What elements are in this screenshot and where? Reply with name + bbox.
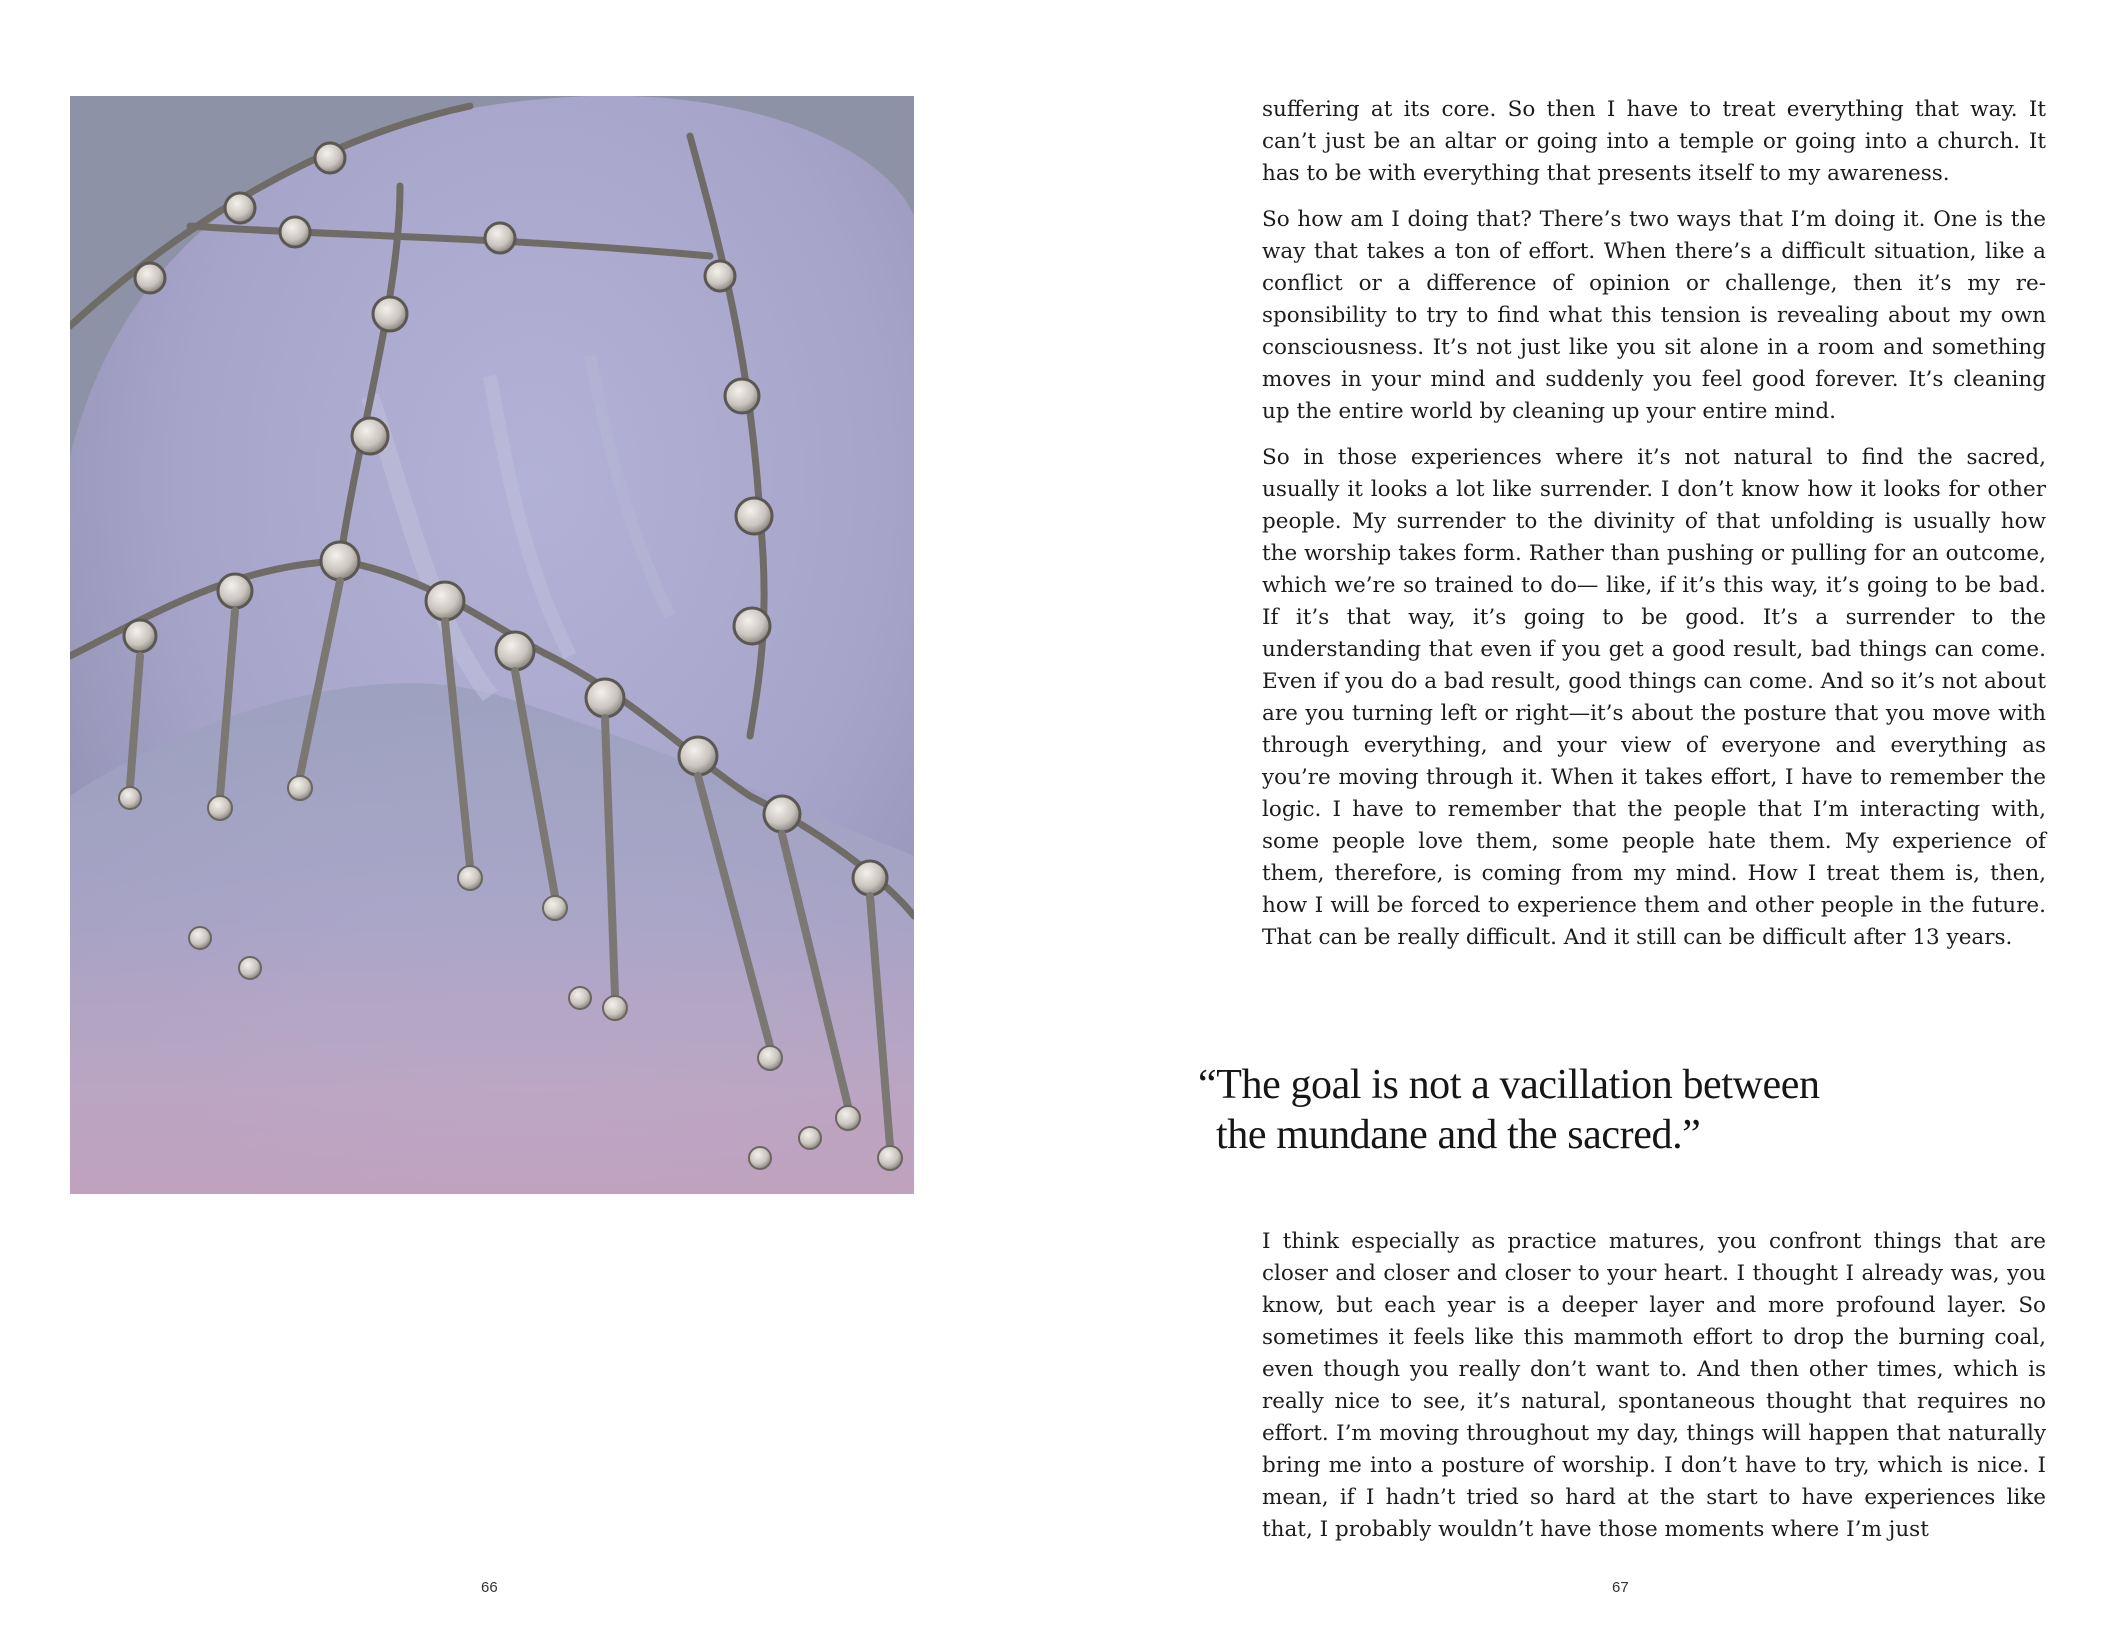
pull-quote	[1198, 1060, 1898, 1160]
paragraph: I think especially as practice matures, you confront things that are closer and closer and closer to your heart. I thought I already was, you know, but each year is a deeper layer and more profound layer. So sometimes it feels like this mammoth effort to drop the burning coal, even though you really don’t want to. And then other times, which is really nice to see, it’s natural, spontaneous thought that requires no effort. I’m moving throughout my day, things will happen that naturally bring me into a posture of worship. I don’t have to try, which is nice. I mean, if I hadn’t tried so hard at the start to have experiences like that, I probably wouldn’t have those moments where I’m just	[1262, 1229, 2046, 1542]
pull-quote-line-1: “The goal is not a vacillation between	[1198, 1062, 1820, 1108]
paragraph: So in those experiences where it’s not natural to find the sacred, usually it looks a lot like surrender. I don’t know how it looks for other people. My surrender to the divinity of that unfolding is usually how the worship takes form. Rather than pushing or pulling for an outcome, which we’re so trained to do— like, if it’s this way, it’s going to be bad. If it’s that way, it’s going to be good. It’s a surrender to the understanding that even if you get a good result, bad things can come. Even if you do a bad result, good things can come. And so it’s not about are you turning left or right—it’s about the posture that you move with through everything, and your view of everyone and everything as you’re moving through it. When it takes effort, I have to remember the logic. I have to remember that the people that I’m interacting with, some people love them, some people hate them. My experience of them, therefore, is coming from my mind. How I treat them is, then, how I will be forced to experience them and other people in the future. That can be really difficult. And it still can be difficult after 13 years.	[1262, 445, 2046, 950]
page-number-left: 66	[481, 1579, 498, 1596]
paragraph: suffering at its core. So then I have to treat everything that way. It can’t just be an altar or going into a temple or going into a church. It has to be with everything that presents itself to my awareness.	[1262, 97, 2046, 186]
page-number-right: 67	[1612, 1579, 1629, 1596]
body-text-top	[1262, 94, 2046, 968]
headpiece-illustration	[70, 96, 914, 1194]
body-text-bottom	[1262, 1226, 2046, 1560]
headpiece-photo	[70, 96, 914, 1194]
paragraph: So how am I doing that? There’s two ways that I’m doing it. One is the way that takes a ton of effort. When there’s a difficult situation, like a conflict or a difference of opinion or challenge, then it’s my responsibility to try to find what this tension is revealing about my own consciousness. It’s not just like you sit alone in a room and something moves in your mind and suddenly you feel good forever. It’s cleaning up the entire world by cleaning up your entire mind.	[1262, 207, 2046, 424]
pull-quote-line-2: the mundane and the sacred.”	[1216, 1112, 1701, 1158]
